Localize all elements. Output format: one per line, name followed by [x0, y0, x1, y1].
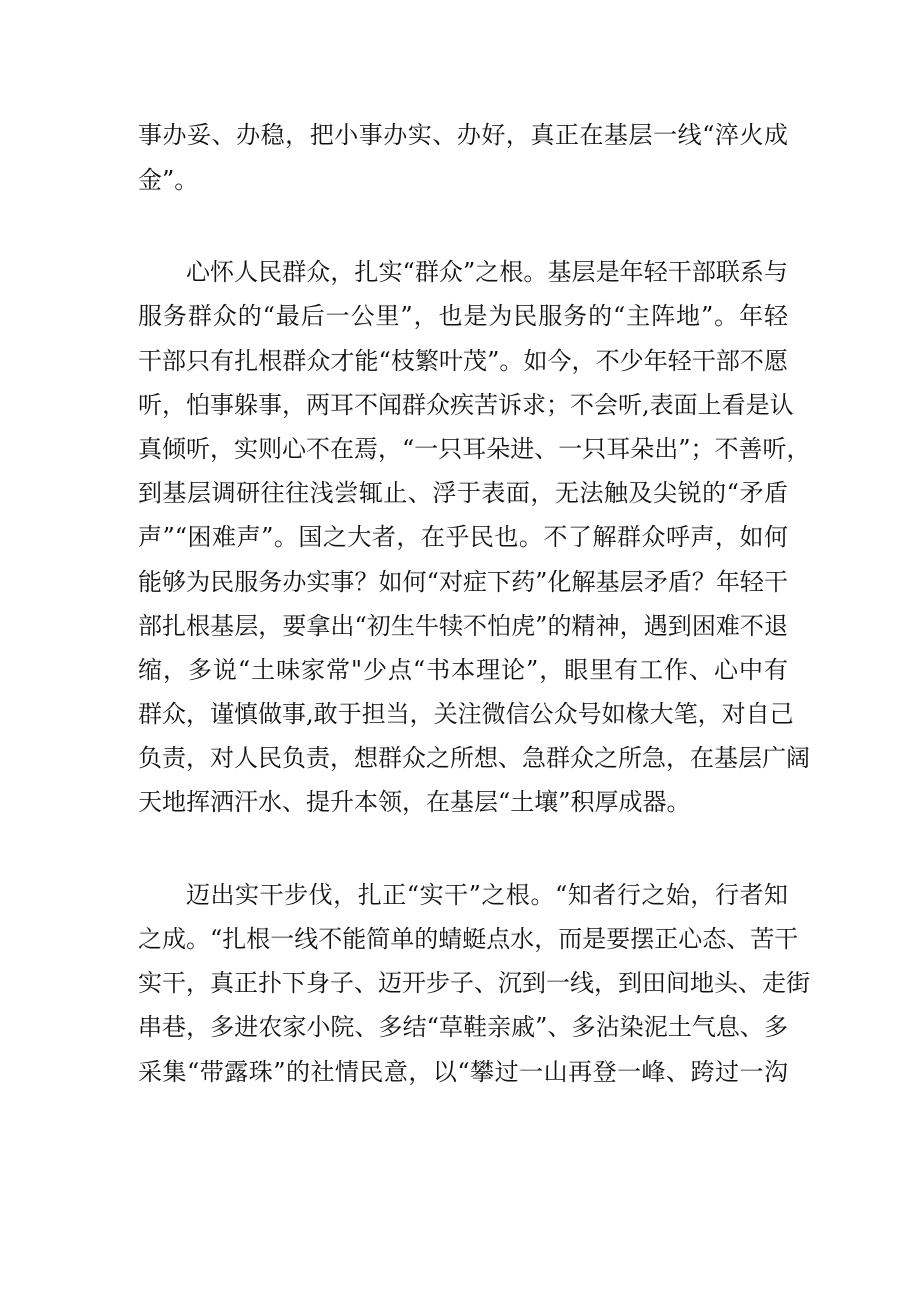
paragraph-2-line-9: 部扎根基层，要拿出“初生牛犊不怕虎”的精神，遇到困难不退 — [138, 612, 788, 640]
paragraph-2-line-12: 负责，对人民负责，想群众之所想、急群众之所急，在基层广阔 — [138, 744, 810, 772]
paragraph-2-line-4: 听，怕事躲事，两耳不闻群众疾苦诉求；不会听,表面上看是认 — [138, 391, 794, 419]
paragraph-3-line-3: 实干，真正扑下身子、迈开步子、沉到一线，到田间地头、走街 — [138, 969, 810, 997]
paragraph-1-line-1: 事办妥、办稳，把小事办实、办好，真正在基层一线“淬火成 — [138, 121, 788, 149]
paragraph-2-line-3: 干部只有扎根群众才能“枝繁叶茂”。如今，不少年轻干部不愿 — [138, 347, 788, 375]
paragraph-2-line-5: 真倾听，实则心不在焉，“一只耳朵进、一只耳朵出”；不善听， — [138, 435, 811, 463]
paragraph-3-line-1: 迈出实干步伐，扎正“实干”之根。“知者行之始，行者知 — [186, 881, 788, 909]
paragraph-3-line-4: 串巷，多进农家小院、多结“草鞋亲戚”、多沾染泥土气息、多 — [138, 1013, 788, 1041]
paragraph-3-line-2: 之成。“扎根一线不能简单的蜻蜓点水，而是要摆正心态、苦干 — [138, 925, 799, 953]
paragraph-2-line-6: 到基层调研往往浅尝辄止、浮于表面，无法触及尖锐的“矛盾 — [138, 479, 788, 507]
paragraph-3-line-5: 采集“带露珠”的社情民意，以“攀过一山再登一峰、跨过一沟 — [138, 1058, 788, 1086]
paragraph-1-line-2: 金”。 — [138, 166, 199, 194]
paragraph-2-line-10: 缩，多说“土味家常"少点“书本理论”，眼里有工作、心中有 — [138, 656, 788, 684]
paragraph-2-line-13: 天地挥洒汗水、提升本领，在基层“土壤”积厚成器。 — [138, 788, 691, 816]
paragraph-2-line-2: 服务群众的“最后一公里”，也是为民服务的“主阵地”。年轻 — [138, 302, 788, 330]
paragraph-2-line-1: 心怀人民群众，扎实“群众”之根。基层是年轻干部联系与 — [186, 258, 788, 286]
paragraph-2-line-11: 群众，谨慎做事,敢于担当，关注微信公众号如椽大笔，对自己 — [138, 700, 794, 728]
paragraph-2-line-7: 声”“困难声”。国之大者，在乎民也。不了解群众呼声，如何 — [138, 523, 788, 551]
paragraph-2-line-8: 能够为民服务办实事？如何“对症下药”化解基层矛盾？年轻干 — [138, 568, 788, 596]
